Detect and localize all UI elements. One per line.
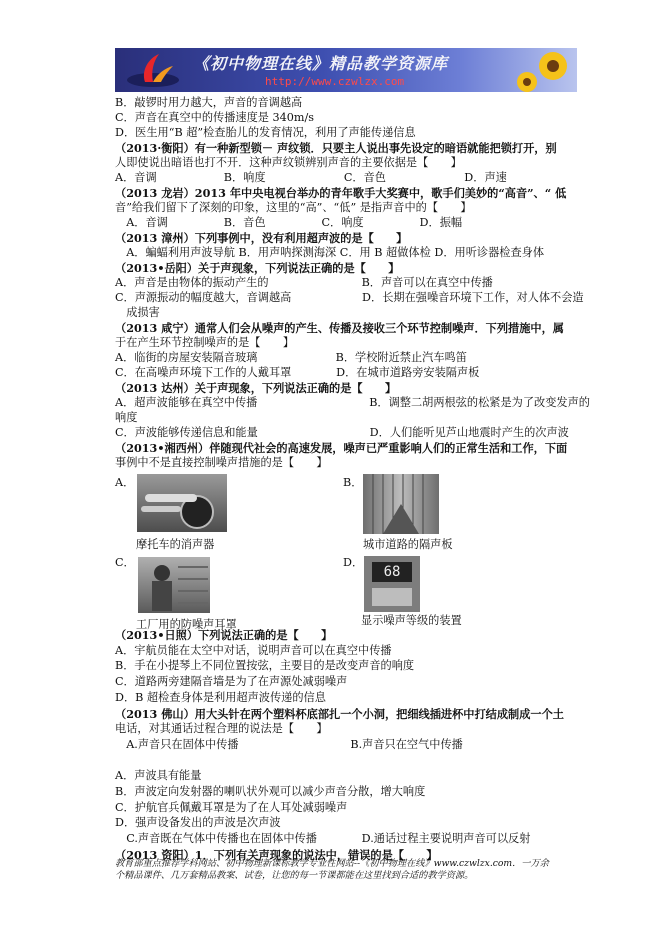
option-d-caption: 显示噪声等级的装置	[361, 614, 462, 627]
worker-icon	[138, 557, 210, 613]
text-line: 人即使说出暗语也打不开．这种声纹锁辨别声音的主要依据是【 】	[115, 156, 462, 169]
text-line: 电话，对其通话过程合理的说法是【 】	[115, 722, 328, 736]
option-d-letter: D．	[343, 556, 364, 569]
text-line: （2013•湘西州）伴随现代社会的高速发展，噪声已严重影响人们的正常生活和工作，下面	[115, 441, 568, 455]
text-line: A．音调 B．响度 C．音色 D．声速	[115, 171, 507, 184]
text-line: 事例中不是直接控制噪声措施的是【 】	[115, 456, 328, 469]
motorcycle-icon	[137, 474, 227, 532]
sunflower-icon	[513, 48, 573, 92]
text-line: 响度	[115, 411, 138, 424]
text-line: （2013 漳州）下列事例中，没有利用超声波的是【 】	[115, 231, 408, 245]
text-line: C．声波能够传递信息和能量 D．人们能听见芦山地震时产生的次声波	[115, 426, 569, 439]
banner-title: 《初中物理在线》精品教学资源库	[193, 54, 449, 73]
option-c-letter: C．	[115, 556, 135, 569]
text-line: （2013 达州）关于声现象，下列说法正确的是【 】	[115, 381, 397, 395]
text-line: C．护航官兵佩戴耳罩是为了在人耳处减弱噪声	[115, 800, 348, 814]
text-line: 于在产生环节控制噪声的是【 】	[115, 336, 295, 349]
option-c-caption: 工厂用的防噪声耳罩	[136, 618, 237, 631]
text-line: A．宇航员能在太空中对话，说明声音可以在真空中传播	[115, 643, 392, 657]
text-line: A．超声波能够在真空中传播 B．调整二胡两根弦的松紧是为了改变发声的	[115, 396, 590, 409]
text-line: （2013•岳阳）关于声现象，下列说法正确的是【 】	[115, 261, 400, 275]
option-a-letter: A．	[115, 476, 135, 489]
text-line: C．声音在真空中的传播速度是 340m/s	[115, 111, 315, 124]
text-line: A．声音是由物体的振动产生的 B．声音可以在真空中传播	[115, 276, 493, 289]
text-line: A．蝙蝠利用声波导航 B．用声呐探测海深 C．用 B 超做体检 D．用听诊器检查身体	[115, 246, 545, 259]
text-line: D．医生用“B 超”检查胎儿的发育情况，利用了声能传递信息	[115, 126, 416, 139]
text-line: A.声音只在固体中传播 B.声音只在空气中传播	[115, 737, 463, 751]
text-line: C．道路两旁建隔音墙是为了在声源处减弱噪声	[115, 675, 348, 689]
banner-url[interactable]: http://www.czwlzx.com	[265, 75, 405, 88]
motorcycle-muffler-photo	[137, 474, 227, 532]
footer-line: 教育部重点推荐学科网站、初中物理新课标教学专业性网站--《初中物理在线》www.czwlzx.com．一万余	[115, 858, 549, 869]
text-line: D．B 超检查身体是利用超声波传递的信息	[115, 690, 326, 704]
text-line: （2013 资阳）1．下列有关声现象的说法中，错误的是【 】	[115, 847, 438, 862]
text-line: D．强声设备发出的声波是次声波	[115, 816, 281, 830]
text-line: B．敲锣时用力越大，声音的音调越高	[115, 96, 303, 109]
text-line: （2013·衡阳）有一种新型锁－ 声纹锁．只要主人说出事先设定的暗语就能把锁打开，别	[115, 141, 557, 155]
text-line: 成损害	[115, 306, 160, 319]
sound-barrier-photo	[363, 474, 439, 534]
option-a-caption: 摩托车的消声器	[136, 538, 215, 551]
text-line: A．临街的房屋安装隔音玻璃 B．学校附近禁止汽车鸣笛	[115, 351, 467, 364]
text-line: 音”给我们留下了深刻的印象，这里的“高”、“低” 是指声音中的【 】	[115, 201, 472, 214]
option-b-letter: B．	[343, 476, 363, 489]
text-line: （2013•日照）下列说法正确的是【 】	[115, 628, 333, 642]
text-line: A．声波具有能量	[115, 769, 202, 783]
text-line: （2013 龙岩）2013 年中央电视台举办的青年歌手大奖赛中，歌手们美妙的“高音”、“ 低	[115, 186, 567, 200]
text-line: （2013 咸宁）通常人们会从噪声的产生、传播及接收三个环节控制噪声．下列措施中，属	[115, 321, 564, 335]
text-line: C．声源振动的幅度越大，音调越高 D．长期在强噪音环境下工作，对人体不会造	[115, 291, 584, 304]
text-line: B．手在小提琴上不同位置按弦，主要目的是改变声音的响度	[115, 659, 415, 673]
earmuff-worker-photo	[138, 557, 210, 613]
road-barrier-icon	[363, 474, 439, 534]
noise-meter-photo	[364, 556, 420, 612]
site-logo-icon	[123, 50, 183, 90]
text-line: B．声波定向发射器的喇叭状外观可以减少声音分散，增大响度	[115, 785, 426, 798]
header-banner	[115, 48, 577, 92]
text-line: A．音调 B．音色 C．响度 D．振幅	[115, 216, 463, 229]
meter-panel	[372, 588, 412, 606]
option-b-caption: 城市道路的隔声板	[363, 538, 453, 551]
text-line: C．在高噪声环境下工作的人戴耳罩 D．在城市道路旁安装隔声板	[115, 366, 480, 379]
footer-line: 个精品课件、几万套精品教案、试卷，让您的每一节课都能在这里找到合适的教学资源。	[115, 870, 474, 881]
text-line: C.声音既在气体中传播也在固体中传播 D.通话过程主要说明声音可以反射	[115, 832, 531, 846]
noise-level-display: 68	[372, 562, 412, 582]
text-line: （2013 佛山）用大头针在两个塑料杯底部扎一个小洞，把细线插进杯中打结成制成一个土	[115, 706, 564, 721]
